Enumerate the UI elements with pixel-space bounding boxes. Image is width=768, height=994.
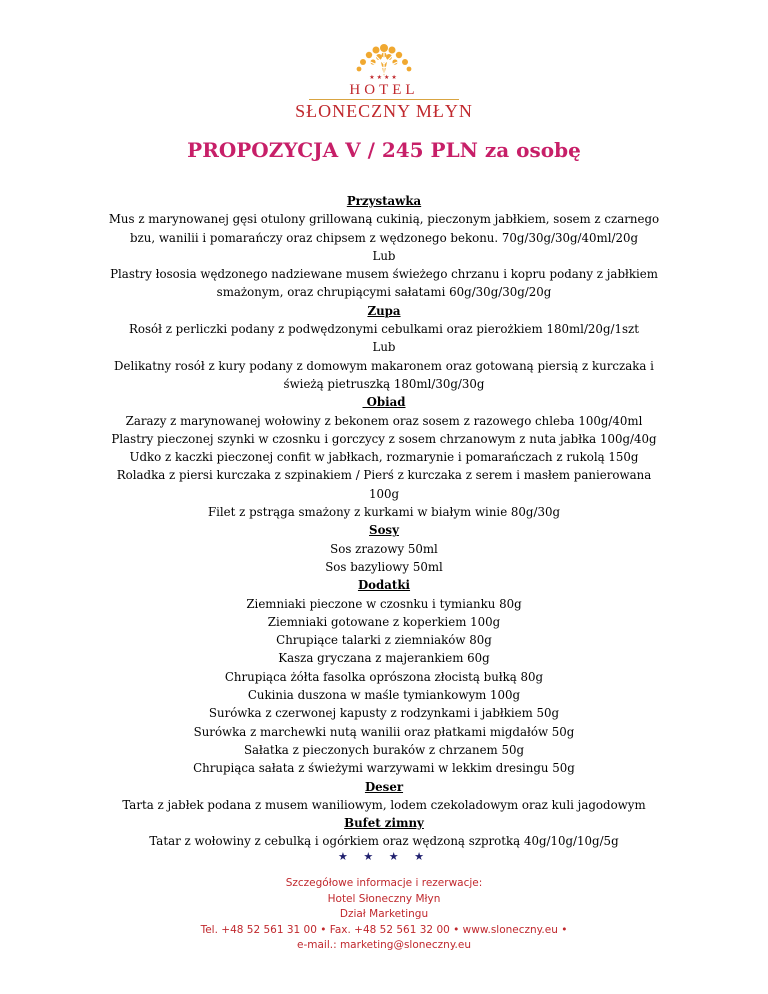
menu-line: Lub bbox=[372, 248, 396, 263]
menu-line: Kasza gryczana z majerankiem 60g bbox=[278, 651, 490, 666]
menu-line: Sos zrazowy 50ml bbox=[330, 541, 438, 556]
logo-stars: ★★★★ bbox=[369, 74, 399, 81]
section-heading-deser: Deser bbox=[364, 779, 404, 794]
section-heading-bufet-zimny: Bufet zimny bbox=[344, 816, 424, 831]
menu-line: Zarazy z marynowanej wołowiny z bekonem oraz sosem z razowego chleba 100g/40ml bbox=[125, 413, 643, 428]
footer-line: Szczegółowe informacje i rezerwacje: bbox=[285, 877, 483, 889]
section-heading-zupa: Zupa bbox=[367, 303, 401, 318]
section-heading-dodatki: Dodatki bbox=[357, 578, 411, 593]
menu-line: Delikatny rosół z kury podany z domowym makaronem oraz gotowaną piersią z kurczaka i bbox=[114, 358, 654, 373]
menu bbox=[60, 192, 708, 851]
menu-line: Sałatka z pieczonych buraków z chrzanem 50g bbox=[243, 742, 525, 757]
menu-line: Tarta z jabłek podana z musem waniliowym, lodem czekoladowym oraz kuli jagodowym bbox=[122, 797, 646, 812]
menu-line: smażonym, oraz chrupiącymi sałatami 60g/30g/30g/20g bbox=[216, 285, 552, 300]
menu-line: Udko z kaczki pieczonej confit w jabłkach, rozmarynie i pomarańczach z rukolą 150g bbox=[129, 450, 639, 465]
menu-line: Rosół z perliczki podany z podwędzonymi cebulkami oraz pierożkiem 180ml/20g/1szt bbox=[129, 322, 639, 337]
menu-line: Plastry pieczonej szynki w czosnku i gorczycy z sosem chrzanowym z nuta jabłka 100g/40g bbox=[111, 431, 657, 446]
hotel-logo bbox=[0, 40, 768, 121]
menu-line: Mus z marynowanej gęsi otulony grillowaną cukinią, pieczonym jabłkiem, sosem z czarnego bbox=[108, 212, 660, 227]
menu-line: Surówka z czerwonej kapusty z rodzynkami i jabłkiem 50g bbox=[208, 706, 560, 721]
menu-line: świeżą pietruszką 180ml/30g/30g bbox=[283, 376, 485, 391]
menu-line: Chrupiąca żółta fasolka oprószona złocistą bułką 80g bbox=[224, 669, 544, 684]
logo-hotel-text: HOTEL bbox=[349, 82, 419, 98]
menu-line: Ziemniaki pieczone w czosnku i tymianku 80g bbox=[246, 596, 522, 611]
section-heading-obiad: Obiad bbox=[362, 395, 406, 410]
menu-line: bzu, wanilii i pomarańczy oraz chipsem z wędzonego bekonu. 70g/30g/30g/40ml/20g bbox=[129, 230, 639, 245]
menu-line: Roladka z piersi kurczaka z szpinakiem / Pierś z kurczaka z serem i masłem panierowana bbox=[116, 468, 652, 483]
footer-contact bbox=[0, 876, 768, 954]
logo-hotel-name: SŁONECZNY MŁYN bbox=[295, 101, 473, 121]
menu-line: Ziemniaki gotowane z koperkiem 100g bbox=[267, 614, 501, 629]
logo-divider bbox=[309, 99, 459, 100]
menu-line: Chrupiące talarki z ziemniaków 80g bbox=[276, 633, 492, 648]
page-title: PROPOZYCJA V / 245 PLN za osobę bbox=[187, 138, 581, 162]
menu-line: Tatar z wołowiny z cebulką i ogórkiem oraz wędzoną szprotką 40g/10g/10g/5g bbox=[149, 834, 619, 849]
menu-line: Plastry łososia wędzonego nadziewane musem świeżego chrzanu i kopru podany z jabłkiem bbox=[110, 267, 658, 282]
sun-mill-logo-icon bbox=[354, 40, 414, 76]
divider-stars: ★ ★ ★ ★ bbox=[338, 850, 430, 863]
footer-email: e-mail.: marketing@sloneczny.eu bbox=[297, 939, 471, 951]
menu-line: Cukinia duszona w maśle tymiankowym 100g bbox=[247, 688, 521, 703]
menu-line: Filet z pstrąga smażony z kurkami w białym winie 80g/30g bbox=[207, 505, 561, 520]
section-heading-sosy: Sosy bbox=[369, 523, 399, 538]
menu-line: Sos bazyliowy 50ml bbox=[325, 559, 443, 574]
section-heading-przystawka: Przystawka bbox=[346, 194, 422, 208]
menu-line: Surówka z marchewki nutą wanilii oraz płatkami migdałów 50g bbox=[193, 724, 575, 739]
footer-line: Dział Marketingu bbox=[339, 908, 429, 920]
menu-line: 100g bbox=[368, 486, 400, 501]
footer-contact-line: Tel. +48 52 561 31 00 • Fax. +48 52 561 32 00 • www.sloneczny.eu • bbox=[200, 923, 568, 936]
menu-line: Chrupiąca sałata z świeżymi warzywami w lekkim dresingu 50g bbox=[193, 761, 575, 776]
menu-line: Lub bbox=[372, 340, 396, 355]
footer-line: Hotel Słoneczny Młyn bbox=[327, 892, 441, 905]
